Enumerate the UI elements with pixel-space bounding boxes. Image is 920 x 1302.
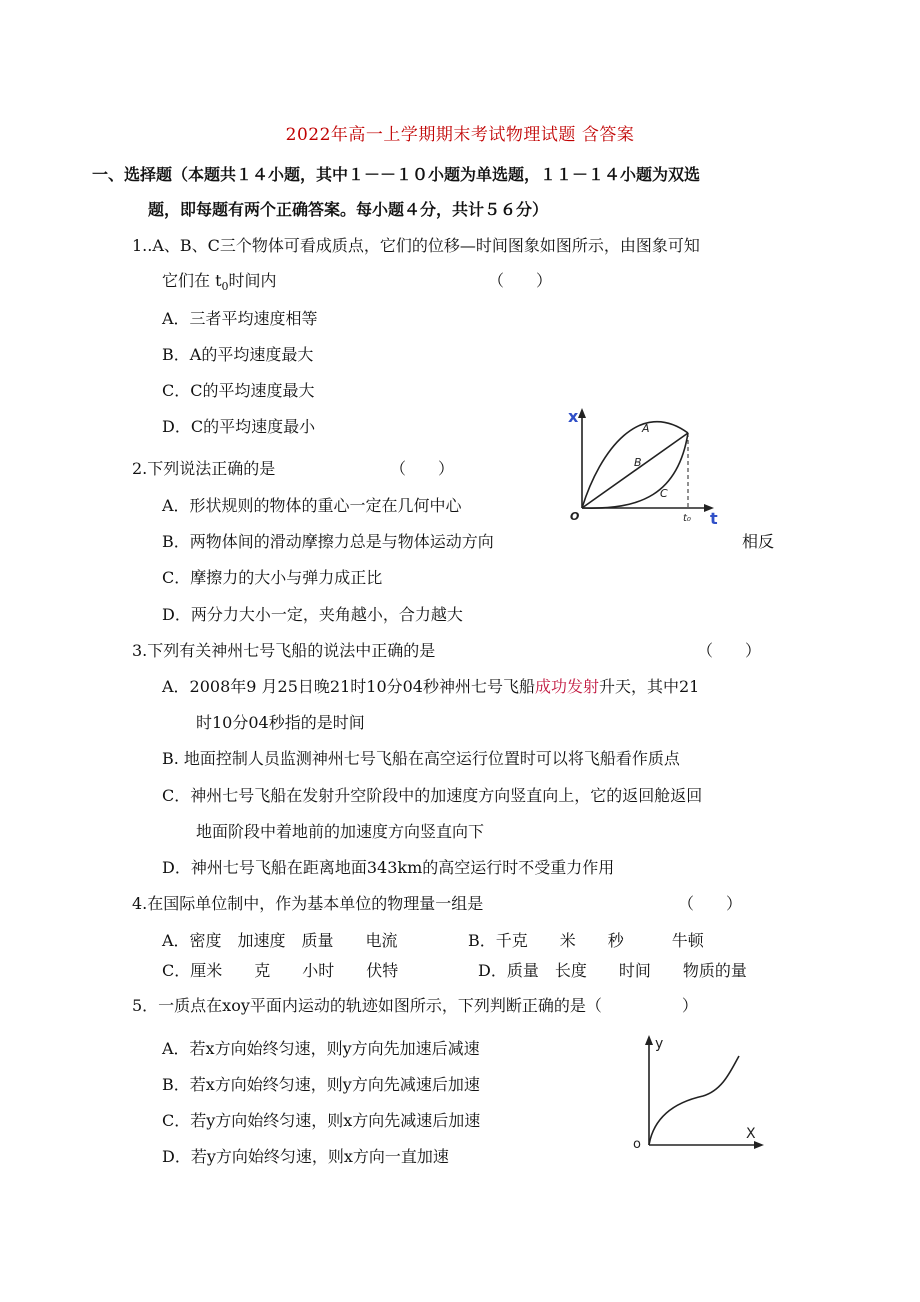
q3-answer-bracket: （ ） <box>697 641 762 660</box>
q1-stem-line2: 它们在 $t_0$时间内 <box>162 271 277 294</box>
q3-option-b: B. 地面控制人员监测神州七号飞船在高空运行位置时可以将飞船看作质点 <box>162 749 680 768</box>
q4-option-c: C．厘米 克 小时 伏特 <box>162 961 399 980</box>
q2-option-d: D．两分力大小一定，夹角越小，合力越大 <box>162 605 463 624</box>
q2-option-b: B．两物体间的滑动摩擦力总是与物体运动方向 <box>162 532 494 551</box>
q3-option-d: D．神州七号飞船在距离地面343km的高空运行时不受重力作用 <box>162 858 615 877</box>
q2-option-c: C．摩擦力的大小与弹力成正比 <box>162 568 383 587</box>
q1-option-d: D．C的平均速度最小 <box>162 417 316 436</box>
q3-option-c-line2: 地面阶段中着地前的加速度方向竖直向下 <box>196 822 485 841</box>
q5-option-d: D．若y方向始终匀速，则x方向一直加速 <box>162 1147 449 1166</box>
xt-y-arrow-icon <box>578 408 586 418</box>
xt-origin-label: O <box>570 510 580 523</box>
q5-stem: 5．一质点在xoy平面内运动的轨迹如图所示，下列判断正确的是（ ） <box>132 996 698 1015</box>
line-b-label: B <box>634 456 642 469</box>
q3-option-c-line1: C．神州七号飞船在发射升空阶段中的加速度方向竖直向上，它的返回舱返回 <box>162 786 703 805</box>
section-heading-line2: 题，即每题有两个正确答案。每小题４分，共计５６分） <box>148 200 549 219</box>
q4-option-a: A．密度 加速度 质量 电流 <box>162 931 398 950</box>
q4-answer-bracket: （ ） <box>678 894 743 913</box>
traj-origin-label: o <box>633 1137 641 1152</box>
curve-a-label: A <box>642 422 650 435</box>
traj-x-label: X <box>746 1126 756 1142</box>
q1-option-c: C．C的平均速度最大 <box>162 381 315 400</box>
q4-option-d: D．质量 长度 时间 物质的量 <box>478 961 747 980</box>
q5-option-a: A．若x方向始终匀速，则y方向先加速后减速 <box>162 1039 480 1058</box>
curve-c-label: C <box>660 487 668 500</box>
q4-option-b: B．千克 米 秒 牛顿 <box>468 931 704 950</box>
q2-option-a: A．形状规则的物体的重心一定在几何中心 <box>162 496 462 515</box>
xt-x-label: t <box>710 509 718 528</box>
q5-option-b: B．若x方向始终匀速，则y方向先减速后加速 <box>162 1075 480 1094</box>
page-title: 2022年高一上学期期末考试物理试题 含答案 <box>285 125 635 145</box>
q2-option-b-tail: 相反 <box>742 532 775 551</box>
q3-option-a-line2: 时10分04秒指的是时间 <box>196 713 365 732</box>
xt-graph-figure <box>560 400 730 530</box>
q3-stem: 3.下列有关神州七号飞船的说法中正确的是 <box>132 641 436 660</box>
q1-option-b: B．A的平均速度最大 <box>162 345 314 364</box>
q1-answer-bracket: （ ） <box>488 271 553 290</box>
trajectory-graph-figure <box>625 1030 775 1160</box>
q2-stem: 2.下列说法正确的是 <box>132 459 276 478</box>
section-heading-line1: 一、选择题（本题共１４小题，其中１－－１０小题为单选题，１１－１４小题为双选 <box>92 165 701 184</box>
q1-option-a: A．三者平均速度相等 <box>162 309 318 328</box>
xt-t0-label: t₀ <box>683 513 691 524</box>
trajectory-curve <box>649 1056 739 1145</box>
q4-stem: 4.在国际单位制中，作为基本单位的物理量一组是 <box>132 894 484 913</box>
xt-y-label: x <box>568 407 579 426</box>
traj-y-arrow-icon <box>645 1035 653 1045</box>
q2-answer-bracket: （ ） <box>390 459 455 478</box>
q5-option-c: C．若y方向始终匀速，则x方向先减速后加速 <box>162 1111 481 1130</box>
traj-x-arrow-icon <box>754 1141 764 1149</box>
q1-stem-line1: 1..A、B、C三个物体可看成质点，它们的位移—时间图象如图所示，由图象可知 <box>132 236 700 255</box>
q3-option-a-line1: A．2008年9 月25日晚21时10分04秒神州七号飞船成功发射升天，其中21 <box>162 677 700 696</box>
traj-y-label: y <box>655 1036 664 1052</box>
